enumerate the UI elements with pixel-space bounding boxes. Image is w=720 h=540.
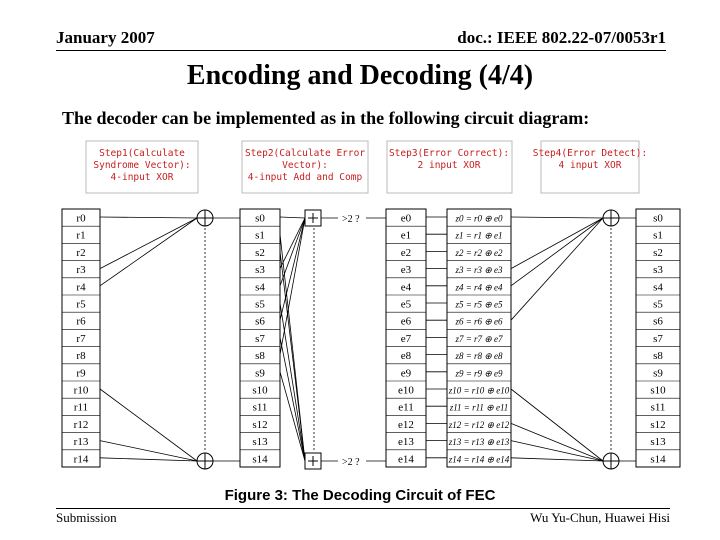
s-output-column-cell: s12 [650, 418, 666, 431]
s-column-cell: s5 [255, 298, 265, 311]
e-column-cell: e13 [398, 436, 414, 449]
e-column-cell: e7 [400, 332, 412, 345]
z-column-cell: z5 = r5 ⊕ e5 [455, 299, 503, 310]
s-output-column-cell: s5 [653, 298, 663, 311]
s-output-column-cell: s14 [650, 453, 666, 466]
e-column-cell: e2 [400, 246, 412, 259]
r-column-cell: r5 [76, 298, 86, 311]
s-output-column-cell: s1 [653, 229, 663, 242]
s-output-column-cell: s13 [650, 436, 666, 449]
s-output-column-cell: s6 [653, 315, 663, 328]
s-column-cell: s0 [255, 212, 265, 225]
z-column-cell: z0 = r0 ⊕ e0 [455, 213, 503, 224]
wire-z-to-xor-bottom [511, 423, 603, 461]
s-column-cell: s1 [255, 229, 265, 242]
s-column-cell: s3 [255, 264, 265, 277]
footer-rule [56, 508, 670, 509]
r-column-cell: r7 [76, 332, 86, 345]
wire-s-to-adder-top [280, 218, 305, 269]
r-column-cell: r0 [76, 212, 86, 225]
s-column-cell: s14 [252, 453, 268, 466]
e-column-cell: e11 [398, 401, 414, 414]
e-column-cell: e0 [400, 212, 412, 225]
step-label-1: Step1(Calculate Syndrome Vector): 4-input XOR [93, 148, 191, 183]
r-column-cell: r1 [76, 229, 86, 242]
s-output-column-cell: s0 [653, 212, 663, 225]
e-column-cell: e3 [400, 264, 412, 277]
s-column-cell: s11 [252, 401, 268, 414]
wire-z-to-xor-top [511, 218, 603, 269]
s-column-cell: s6 [255, 315, 265, 328]
comparator-bottom-label: >2 ? [342, 457, 360, 468]
z-column-cell: z7 = r7 ⊕ e7 [455, 333, 503, 344]
r-column-cell: r13 [73, 436, 89, 449]
r-column-cell: r11 [73, 401, 89, 414]
step-label-2: Step2(Calculate Error Vector): 4-input Add and Comp [244, 148, 366, 183]
e-column-cell: e9 [400, 367, 412, 380]
z-column-cell: z8 = r8 ⊕ e8 [455, 351, 503, 362]
e-column-cell: e10 [398, 384, 414, 397]
r-column-cell: r14 [73, 453, 89, 466]
r-column-cell: r4 [76, 281, 86, 294]
slide-subtitle: The decoder can be implemented as in the following circuit diagram: [62, 108, 590, 128]
header-date: January 2007 [56, 28, 155, 47]
z-column-cell: z9 = r9 ⊕ e9 [455, 368, 503, 379]
s-column-cell: s9 [255, 367, 265, 380]
z-column-cell: z4 = r4 ⊕ e4 [455, 282, 503, 293]
z-column-cell: z1 = r1 ⊕ e1 [455, 230, 503, 241]
e-column-cell: e5 [400, 298, 412, 311]
wire-z-to-xor-top [511, 217, 603, 218]
s-column-cell: s10 [252, 384, 268, 397]
wire-s-to-adder-top [280, 218, 305, 286]
e-column-cell: e8 [400, 350, 412, 363]
z-column-cell: z3 = r3 ⊕ e3 [455, 265, 503, 276]
s-column-cell: s2 [255, 246, 265, 259]
s-column-cell: s8 [255, 350, 265, 363]
z-column-cell: z13 = r13 ⊕ e13 [448, 437, 510, 448]
r-column-cell: r8 [76, 350, 86, 363]
r-column-cell: r2 [76, 246, 86, 259]
footer-author: Wu Yu-Chun, Huawei Hisi [530, 510, 670, 525]
wire-z-to-xor-top [511, 218, 603, 320]
step-label-4: Step4(Error Detect): 4 input XOR [532, 148, 648, 171]
wire-s-to-adder-bottom [280, 303, 305, 461]
footer-submission: Submission [56, 510, 117, 525]
s-column-cell: s13 [252, 436, 268, 449]
s-output-column-cell: s11 [650, 401, 666, 414]
r-column-cell: r6 [76, 315, 86, 328]
s-output-column-cell: s3 [653, 264, 663, 277]
e-column-cell: e12 [398, 418, 414, 431]
r-column-cell: r10 [73, 384, 89, 397]
wire-s-to-adder-top [280, 218, 305, 355]
wire-z-to-xor-top [511, 218, 603, 286]
s-output-column-cell: s8 [653, 350, 663, 363]
wire-s-to-adder-top [280, 217, 305, 218]
wire-r-to-xor-top [100, 218, 197, 286]
r-column-cell: r3 [76, 264, 86, 277]
s-output-column-cell: s7 [653, 332, 663, 345]
s-column-cell: s12 [252, 418, 268, 431]
r-column-cell: r12 [73, 418, 89, 431]
z-column-cell: z12 = r12 ⊕ e12 [448, 419, 510, 430]
z-column-cell: z2 = r2 ⊕ e2 [455, 247, 503, 258]
e-column-cell: e6 [400, 315, 412, 328]
z-column-cell: z10 = r10 ⊕ e10 [448, 385, 510, 396]
s-output-column-cell: s9 [653, 367, 663, 380]
e-column-cell: e14 [398, 453, 414, 466]
wire-r-to-xor-top [100, 218, 197, 269]
s-output-column-cell: s2 [653, 246, 663, 259]
figure-caption: Figure 3: The Decoding Circuit of FEC [224, 487, 496, 504]
header-doc-id: doc.: IEEE 802.22-07/0053r1 [457, 28, 666, 47]
s-output-column-cell: s4 [653, 281, 663, 294]
wire-r-to-xor-bottom [100, 389, 197, 461]
s-output-column-cell: s10 [650, 384, 666, 397]
wire-r-to-xor-top [100, 217, 197, 218]
wire-s-to-adder-bottom [280, 372, 305, 461]
wire-z-to-xor-bottom [511, 389, 603, 461]
e-column-cell: e1 [400, 229, 412, 242]
step-label-3: Step3(Error Correct): 2 input XOR [388, 148, 510, 171]
z-column-cell: z6 = r6 ⊕ e6 [455, 316, 503, 327]
s-column-cell: s7 [255, 332, 265, 345]
e-column-cell: e4 [400, 281, 412, 294]
comparator-top-label: >2 ? [342, 214, 360, 225]
s-column-cell: s4 [255, 281, 265, 294]
r-column-cell: r9 [76, 367, 86, 380]
slide-title: Encoding and Decoding (4/4) [186, 60, 534, 91]
z-column-cell: z14 = r14 ⊕ e14 [448, 454, 510, 465]
z-column-cell: z11 = r11 ⊕ e11 [449, 402, 509, 413]
